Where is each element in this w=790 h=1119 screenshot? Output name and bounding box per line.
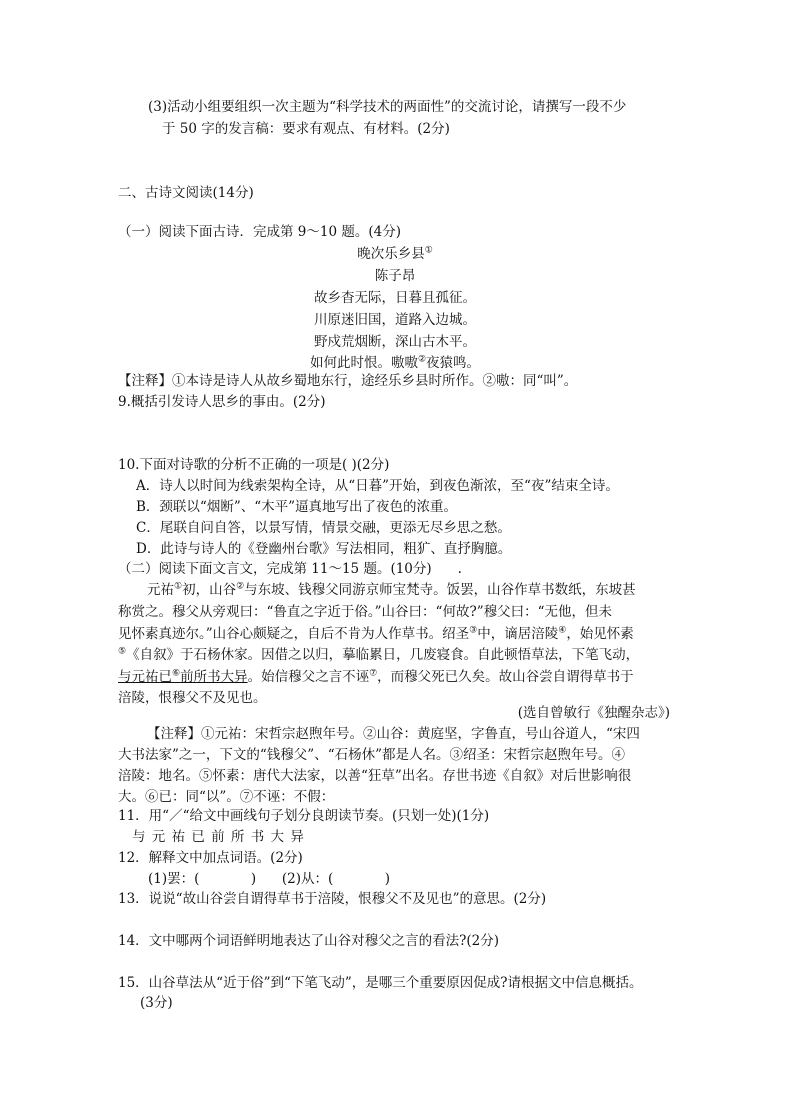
q11-chars: 与 元 祐 已 前 所 书 大 异: [132, 829, 305, 845]
passage-5c: ，而穆父死已久矣。故山谷尝自谓得草书于: [377, 669, 634, 685]
part2-intro-text: （二）阅读下面文言文，完成第 11～15 题。(10分): [118, 561, 432, 577]
passage-note-4: ④: [558, 625, 567, 636]
q11: 11．用“／“给文中画线句子划分良朗读节奏。(只划一处)(1分): [118, 808, 490, 824]
passage-line-3: [118, 624, 634, 644]
passage-source: (选自曾敏行《独醒杂志》): [517, 705, 670, 721]
q10-option-b: B．颈联以“烟断”、“木平”逼真地写出了夜色的浓重。: [136, 499, 458, 515]
poem-line-2: 川原迷旧国，道路入边城。: [314, 312, 476, 328]
poem-title-text: 晚次乐乡县: [357, 246, 425, 262]
underlined-sentence: [118, 669, 248, 685]
passage-line-5: [118, 667, 634, 687]
passage-note-3: ③: [469, 625, 478, 636]
passage-line-4: [118, 645, 639, 665]
q10-option-d: D．此诗与诗人的《登幽州台歌》写法相同，粗犷、直抒胸臆。: [136, 541, 512, 557]
passage-line-1: [147, 580, 636, 600]
passage-note-6: ⑥: [172, 668, 181, 679]
passage-note-1: ①: [174, 581, 183, 592]
poem-line-3: 野戍荒烟断，深山古木平。: [314, 334, 476, 350]
passage-4a: 《自叙》于石杨休家。因借之以归，摹临累日，几废寝食。自此顿悟草法，下笔飞动，: [126, 647, 640, 663]
passage-3c: ，始见怀素: [566, 626, 634, 642]
passage-note-2: ②: [236, 581, 245, 592]
q10: 10.下面对诗歌的分析不正确的一项是( )(2分): [118, 457, 390, 473]
passage-note-line-2: 大书法家”之一，下文的“钱穆父”、“石杨休”都是人名。③绍圣：宋哲宗赵煦年号。④: [118, 747, 626, 763]
poem-title-note: ①: [424, 245, 433, 256]
passage-3a: 见怀素真迹尔。”山谷心颇疑之，自后不肯为人作草书。绍圣: [118, 626, 470, 642]
part1-intro: （一）阅读下面古诗．完成第 9～10 题。(4分): [118, 224, 401, 240]
passage-note-5: ⑤: [118, 646, 127, 657]
poem-line-4b: 夜猿鸣。: [426, 355, 481, 371]
passage-1a: 元祐: [147, 582, 174, 598]
q15-line1: 15．山谷草法从“近于俗”到“下笔飞动”，是哪三个重要原因促成?请根据文中信息概括。: [118, 975, 643, 991]
q14: 14．文中哪两个词语鲜明地表达了山谷对穆父之言的看法?(2分): [118, 933, 500, 949]
part2-intro-dot: .: [457, 561, 462, 577]
q10-option-c: C．尾联自问自答，以景写情，情景交融，更添无尽乡思之愁。: [136, 520, 511, 536]
poem-line-4-note: ②: [417, 354, 427, 365]
passage-1c: 与东坡、钱穆父同游京师宝梵寺。饭罢，山谷作草书数纸，东坡甚: [244, 582, 636, 598]
passage-line-2: 称赏之。穆父从旁观曰：“鲁直之字近于俗。”山谷曰：“何故?”穆父曰：“无他，但未: [118, 604, 612, 620]
passage-5ul-b: 前所书大异: [180, 669, 248, 685]
section2-title: 二、古诗文阅读(14分): [118, 185, 254, 201]
poem-note: 【注释】①本诗是诗人从故乡蜀地东行，途经乐乡县时所作。②嗷：同“叫”。: [118, 373, 578, 389]
passage-line-6: 涪陵，恨穆父不及见也。: [118, 690, 267, 706]
q15-line2: (3分): [140, 995, 173, 1011]
q9: 9.概括引发诗人思乡的事由。(2分): [118, 394, 326, 410]
part2-intro: [118, 559, 462, 579]
passage-3b: 中，谪居涪陵: [477, 626, 559, 642]
passage-note-line-4: 大。⑥已：同“以”。⑦不诬：不假：: [118, 789, 335, 805]
passage-1b: 初，山谷: [182, 582, 237, 598]
passage-note-line-1: 【注释】①元祐：宋哲宗赵煦年号。②山谷：黄庭坚，字鲁直，号山谷道人，“宋四: [147, 726, 640, 742]
q3-line2: 于 50 字的发言稿：要求有观点、有材料。(2分): [162, 121, 450, 137]
q12: 12．解释文中加点词语。(2分): [118, 850, 303, 866]
poem-line-1: 故乡杳无际，日暮且孤征。: [314, 290, 476, 306]
passage-note-7: ⑦: [369, 668, 378, 679]
q12-items: (1)罢：( ) (2)从：( ): [148, 871, 391, 887]
passage-5b: 。始信穆父之言不诬: [247, 669, 370, 685]
q13: 13．说说“故山谷尝自谓得草书于涪陵，恨穆父不及见也”的意思。(2分): [118, 891, 547, 907]
passage-note-line-3: 涪陵：地名。⑤怀素：唐代大法家，以善“狂草”出名。存世书迹《自叙》对后世影响很: [118, 768, 632, 784]
passage-5ul-a: 与元祐已: [118, 669, 172, 685]
q10-option-a: A．诗人以时间为线索架构全诗，从“日暮”开始，到夜色渐浓，至“夜”结束全诗。: [136, 478, 619, 494]
poem-line-4a: 如何此时恨。嗷嗷: [309, 355, 418, 371]
poem-title: [0, 244, 790, 264]
poem-author: 陈子昂: [374, 268, 416, 284]
q3-line1: (3)活动小组要组织一次主题为“科学技术的两面性”的交流讨论，请撰写一段不少: [148, 99, 627, 115]
poem-line-4: [0, 353, 790, 373]
